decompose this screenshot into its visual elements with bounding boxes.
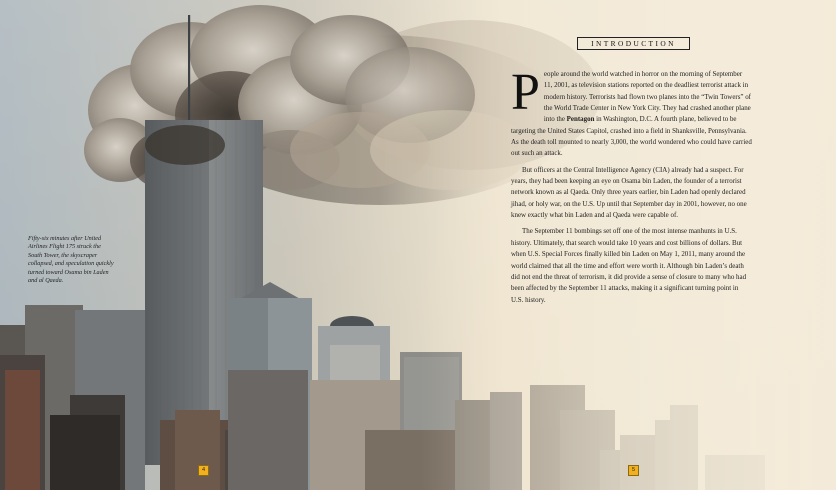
page-number-right: 5	[628, 465, 639, 476]
paragraph-1-end: in Washington, D.C. A fourth plane, believed to be targeting the United States Capitol, crashed into a field in Shanksville, Pennsylvania. As the death toll mounted to nearly 3,000, the world wondered who could have carried out such an attack.	[511, 115, 752, 158]
paragraph-1	[511, 64, 752, 160]
drop-cap: P	[511, 64, 540, 121]
pentagon-term: Pentagon	[566, 115, 595, 124]
paragraph-1-start: eople around the world watched in horror on the morning of September 11, 2001, as television stations reported on the deadliest terrorist attack in modern history. Terrorists had flown two planes into the “Twin Towers” of the World Trade Center in New York City. They had crashed another plane into the	[543, 70, 751, 124]
page-number-left: 4	[198, 465, 209, 476]
intro-body-text	[511, 64, 752, 306]
section-heading	[577, 37, 690, 50]
paragraph-2: But officers at the Central Intelligence Agency (CIA) already had a suspect. For years, they had been keeping an eye on Osama bin Laden, the founder of a terrorist network known as al Qaeda. Only three years earlier, bin Laden had openly declared jihad, or holy war, on the U.S. Up until that September day in 2001, however, no one knew exactly what bin Laden and al Qaeda were capable of.	[511, 165, 747, 220]
photo-caption: Fifty-six minutes after United Airlines Flight 175 struck the South Tower, the skyscraper collapsed, and speculation quickly turned toward Osama bin Laden and al Qaeda.	[28, 235, 114, 285]
paragraph-3: The September 11 bombings set off one of the most intense manhunts in U.S. history. Ultimately, that search would take 10 years and cost billions of dollars. But when U.S. Special Forces finally killed bin Laden on May 1, 2011, many around the world claimed that all the time and effort were worth it. Although bin Laden’s death did not end the threat of terrorism, it did provide a sense of closure to many who had been affected by the September 11 attacks, making it a significant turning point in U.S. history.	[511, 227, 747, 304]
section-heading-label: INTRODUCTION	[591, 39, 676, 48]
